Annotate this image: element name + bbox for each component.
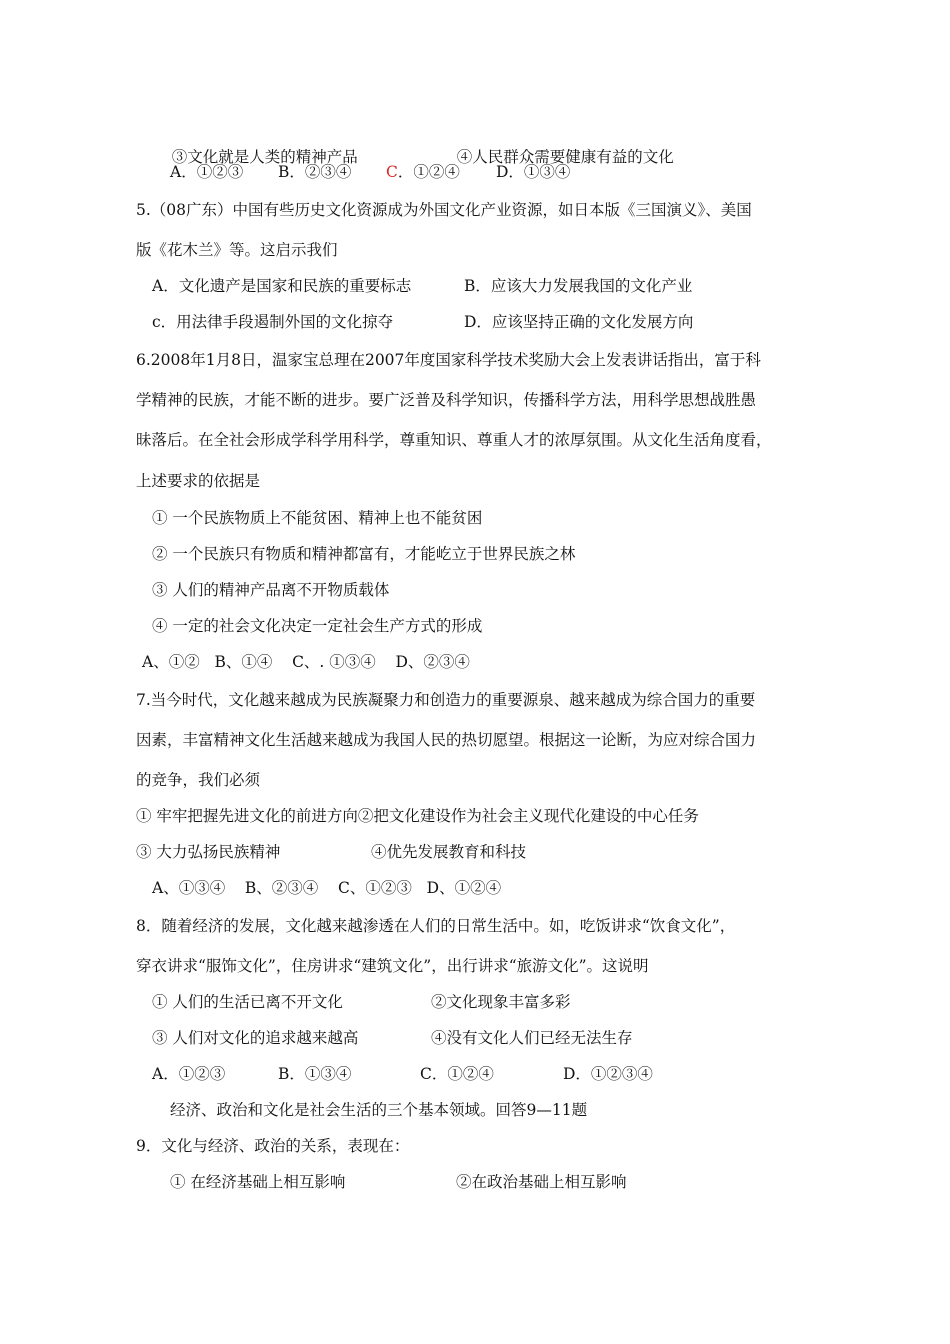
answer-a: A．①②③ [170,163,244,181]
question-9-line-1: 9．文化与经济、政治的关系，表现在： [136,1137,410,1155]
statement-3: ③ 人们对文化的追求越来越高 [152,1029,359,1047]
answer-options: A、①② B、①④ C、. ①③④ D、②③④ [142,653,470,671]
statement-2: ②在政治基础上相互影响 [456,1173,627,1191]
answer-c: C．①②④ [420,1065,494,1083]
statement-1: ① 人们的生活已离不开文化 [152,993,343,1011]
question-6-line-1: 6.2008年1月8日，温家宝总理在2007年度国家科学技术奖励大会上发表讲话指出，富于科 [136,351,761,369]
question-5-line-2: 版《花木兰》等。这启示我们 [136,241,338,259]
answer-c-letter: C [386,163,398,181]
statement-1-2: ① 牢牢把握先进文化的前进方向②把文化建设作为社会主义现代化建设的中心任务 [136,807,699,825]
statement-3: ③ 人们的精神产品离不开物质载体 [152,581,390,599]
question-8-line-1: 8．随着经济的发展，文化越来越渗透在人们的日常生活中。如，吃饭讲求“饮食文化”， [136,917,736,935]
statement-3: ③文化就是人类的精神产品 [171,148,358,166]
statement-2: ② 一个民族只有物质和精神都富有，才能屹立于世界民族之林 [152,545,576,563]
question-7-line-3: 的竞争，我们必须 [136,771,261,789]
question-8-line-2: 穿衣讲求“服饰文化”，住房讲求“建筑文化”，出行讲求“旅游文化”。这说明 [136,957,649,975]
answer-d: D．①③④ [496,163,571,181]
section-intro: 经济、政治和文化是社会生活的三个基本领域。回答9—11题 [170,1101,588,1119]
answer-options: A、①③④ B、②③④ C、①②③ D、①②④ [152,879,502,897]
question-6-line-2: 学精神的民族，才能不断的进步。要广泛普及科学知识，传播科学方法，用科学思想战胜愚 [136,391,757,409]
statement-2: ②文化现象丰富多彩 [431,993,571,1011]
question-5-line-1: 5.（08广东）中国有些历史文化资源成为外国文化产业资源，如日本版《三国演义》、美国 [136,201,752,219]
statement-4: ④人民群众需要健康有益的文化 [456,148,674,166]
answer-a: A．①②③ [152,1065,226,1083]
statement-4: ④优先发展教育和科技 [371,843,527,861]
statement-4: ④没有文化人们已经无法生存 [431,1029,633,1047]
option-d: D．应该坚持正确的文化发展方向 [464,313,694,331]
question-7-line-1: 7.当今时代，文化越来越成为民族凝聚力和创造力的重要源泉、越来越成为综合国力的重要 [136,691,756,709]
answer-b: B．②③④ [278,163,352,181]
option-c: c．用法律手段遏制外国的文化掠夺 [152,313,394,331]
answer-c [386,162,460,182]
statement-4: ④ 一定的社会文化决定一定社会生产方式的形成 [152,617,483,635]
question-6-line-4: 上述要求的依据是 [136,472,261,490]
answer-c-rest: ．①②④ [397,163,460,181]
statement-3: ③ 大力弘扬民族精神 [136,843,281,861]
answer-d: D．①②③④ [563,1065,653,1083]
statement-1: ① 一个民族物质上不能贫困、精神上也不能贫困 [152,509,483,527]
option-b: B．应该大力发展我国的文化产业 [464,277,693,295]
option-a: A．文化遗产是国家和民族的重要标志 [152,277,412,295]
answer-b: B．①③④ [278,1065,352,1083]
statement-1: ① 在经济基础上相互影响 [170,1173,346,1191]
question-7-line-2: 因素，丰富精神文化生活越来越成为我国人民的热切愿望。根据这一论断，为应对综合国力 [136,731,757,749]
question-6-line-3: 昧落后。在全社会形成学科学用科学，尊重知识、尊重人才的浓厚氛围。从文化生活角度看， [136,431,772,449]
